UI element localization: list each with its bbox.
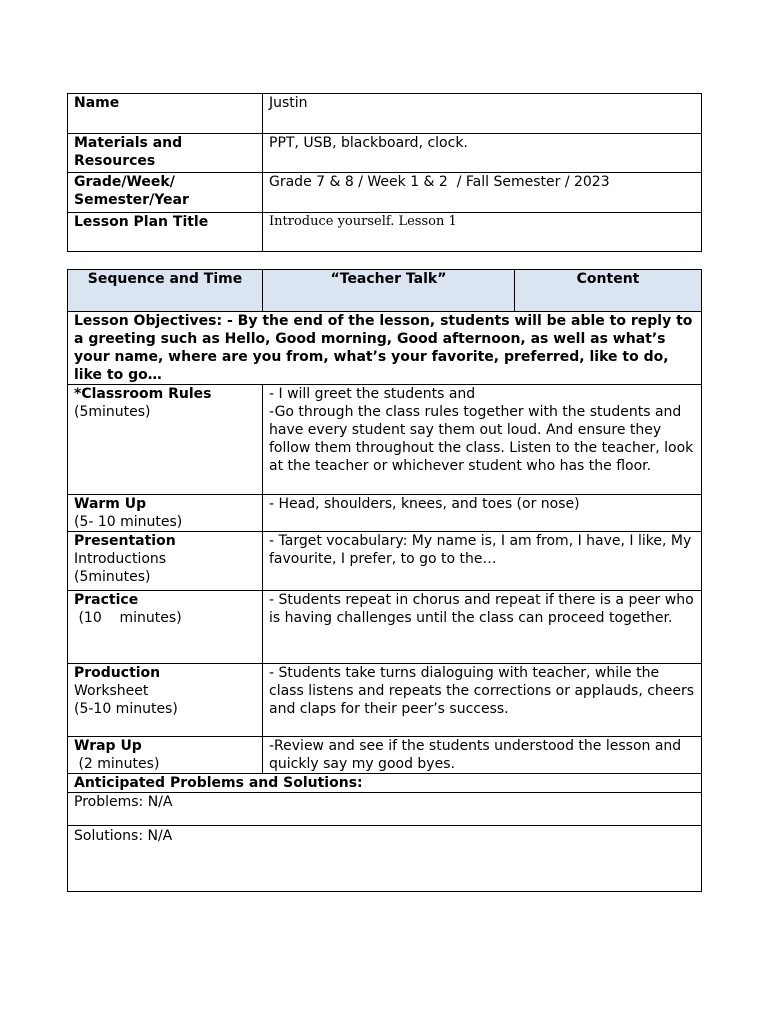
- activity-time-cell: [68, 737, 263, 774]
- materials-label-cell: [68, 134, 263, 173]
- activity-content: - Students repeat in chorus and repeat if there is a peer who is having challenges until the class can proceed together.: [269, 592, 699, 626]
- activity-row: [68, 495, 702, 532]
- activity-title: *Classroom Rules: [74, 386, 212, 402]
- activity-time-cell: [68, 664, 263, 737]
- info-row-name: [68, 94, 702, 134]
- activity-title: Warm Up: [74, 496, 147, 512]
- anticipated-heading: Anticipated Problems and Solutions:: [74, 775, 363, 791]
- title-value-cell: [263, 213, 702, 252]
- activity-time: (5- 10 minutes): [74, 514, 183, 530]
- header-sequence: Sequence and Time: [68, 270, 263, 312]
- problems-text: Problems: N/A: [74, 794, 173, 810]
- name-label-cell: [68, 94, 263, 134]
- grade-value: Grade 7 & 8 / Week 1 & 2 / Fall Semester / 2023: [269, 174, 610, 190]
- activity-time: (5minutes): [74, 404, 151, 420]
- activity-content-cell: [263, 591, 702, 664]
- title-label: Lesson Plan Title: [74, 214, 209, 230]
- solutions-cell: [68, 826, 702, 892]
- activity-content: - Target vocabulary: My name is, I am from, I have, I like, My favourite, I prefer, to go to the…: [269, 533, 696, 567]
- plan-header-row: [68, 270, 702, 312]
- activity-title: Practice: [74, 592, 139, 608]
- activity-row: [68, 385, 702, 495]
- activity-time: Introductions (5minutes): [74, 551, 167, 585]
- solutions-row: [68, 826, 702, 892]
- activity-time-cell: [68, 385, 263, 495]
- activity-time: Worksheet (5-10 minutes): [74, 683, 178, 717]
- activity-row: [68, 591, 702, 664]
- name-label: Name: [74, 95, 120, 111]
- lesson-plan-table: [67, 269, 702, 892]
- activity-time: (10 minutes): [74, 610, 182, 626]
- activity-content: - Students take turns dialoguing with teacher, while the class listens and repeats the corrections or applauds, cheers and claps for their peer’s success.: [269, 665, 699, 717]
- activity-time-cell: [68, 591, 263, 664]
- activity-content-cell: [263, 385, 702, 495]
- activity-time: (2 minutes): [74, 756, 160, 772]
- grade-label: Grade/Week/ Semester/Year: [74, 174, 189, 208]
- name-value: Justin: [269, 95, 308, 111]
- activity-content-cell: [263, 495, 702, 532]
- materials-value: PPT, USB, blackboard, clock.: [269, 135, 468, 151]
- activity-time-cell: [68, 532, 263, 591]
- name-value-cell: [263, 94, 702, 134]
- activity-row: [68, 532, 702, 591]
- activity-content: - Head, shoulders, knees, and toes (or nose): [269, 496, 580, 512]
- grade-value-cell: [263, 173, 702, 213]
- solutions-text: Solutions: N/A: [74, 828, 173, 844]
- problems-cell: [68, 793, 702, 826]
- materials-value-cell: [263, 134, 702, 173]
- title-label-cell: [68, 213, 263, 252]
- header-content: Content: [515, 270, 702, 312]
- info-row-materials: [68, 134, 702, 173]
- grade-label-cell: [68, 173, 263, 213]
- objectives-cell: [68, 312, 702, 385]
- activity-content-cell: [263, 532, 702, 591]
- materials-label: Materials and Resources: [74, 135, 183, 169]
- activity-row: [68, 737, 702, 774]
- lesson-objectives: Lesson Objectives: - By the end of the lesson, students will be able to reply to a greeting such as Hello, Good morning, Good afternoon, as well as what’s your name, where are you from, what’s your favorite, preferred, like to do, like to go…: [74, 313, 693, 383]
- activity-content-cell: [263, 664, 702, 737]
- activity-title: Wrap Up: [74, 738, 142, 754]
- problems-row: [68, 793, 702, 826]
- anticipated-cell: [68, 774, 702, 793]
- activity-time-cell: [68, 495, 263, 532]
- activity-title: Production: [74, 665, 161, 681]
- anticipated-row: [68, 774, 702, 793]
- info-row-title: [68, 213, 702, 252]
- objectives-row: [68, 312, 702, 385]
- activity-content: - I will greet the students and -Go through the class rules together with the students and have every student say them out loud. And ensure they follow them throughout the class. Listen to the teacher, look at the teacher or whichever student who has the floor.: [269, 386, 694, 474]
- title-value: Introduce yourself. Lesson 1: [269, 214, 457, 229]
- activity-content-cell: [263, 737, 702, 774]
- lesson-info-table: [67, 93, 702, 252]
- header-teacher-talk: “Teacher Talk”: [263, 270, 515, 312]
- info-row-grade: [68, 173, 702, 213]
- activity-title: Presentation: [74, 533, 176, 549]
- activity-row: [68, 664, 702, 737]
- activity-content: -Review and see if the students understood the lesson and quickly say my good byes.: [269, 738, 686, 772]
